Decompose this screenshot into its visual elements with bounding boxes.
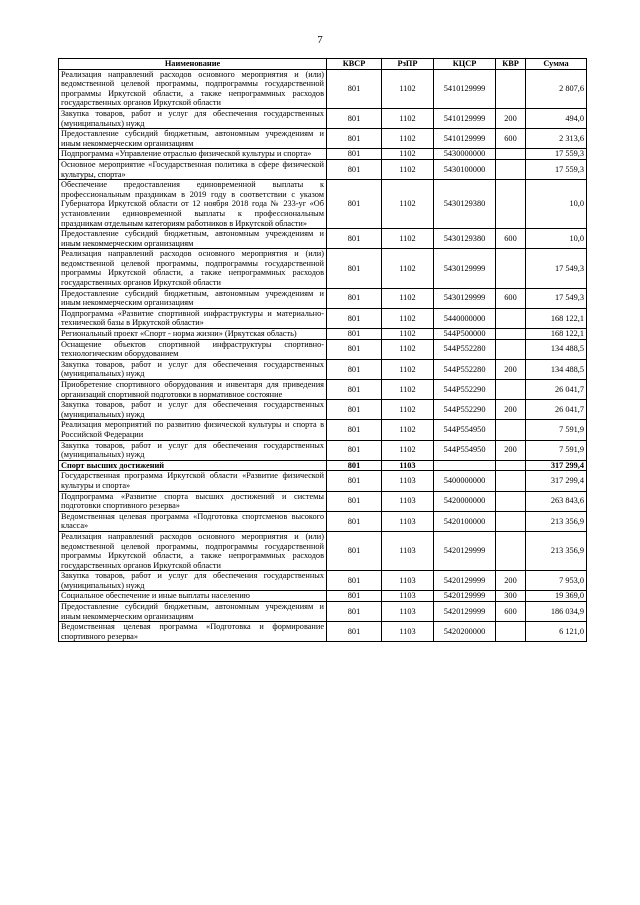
cell-kcsr: 5420129999 — [434, 571, 496, 591]
cell-name: Закупка товаров, работ и услуг для обеспечения государственных (муниципальных) нужд — [59, 440, 327, 460]
cell-kvsr: 801 — [327, 460, 382, 471]
cell-kvr: 600 — [496, 602, 526, 622]
cell-kvsr: 801 — [327, 491, 382, 511]
table-row — [59, 229, 587, 249]
cell-name: Оснащение объектов спортивной инфраструктуры спортивно-технологическим оборудованием — [59, 339, 327, 359]
cell-kcsr: 5420100000 — [434, 511, 496, 531]
cell-kvsr: 801 — [327, 531, 382, 570]
cell-rzpr: 1102 — [382, 159, 434, 179]
cell-kcsr: 5420129999 — [434, 531, 496, 570]
cell-sum: 168 122,1 — [526, 329, 587, 340]
cell-kcsr: 5420200000 — [434, 622, 496, 642]
cell-name: Социальное обеспечение и иные выплаты населению — [59, 591, 327, 602]
cell-kcsr: 544P552280 — [434, 359, 496, 379]
table-row — [59, 571, 587, 591]
cell-kcsr: 5420129999 — [434, 591, 496, 602]
cell-rzpr: 1102 — [382, 329, 434, 340]
cell-rzpr: 1102 — [382, 339, 434, 359]
cell-kvsr: 801 — [327, 571, 382, 591]
cell-sum: 134 488,5 — [526, 359, 587, 379]
cell-rzpr: 1103 — [382, 511, 434, 531]
table-row — [59, 359, 587, 379]
cell-sum: 10,0 — [526, 229, 587, 249]
cell-name: Предоставление субсидий бюджетным, автономным учреждениям и иным некоммерческим организациям — [59, 229, 327, 249]
cell-kcsr: 5430000000 — [434, 149, 496, 160]
table-row — [59, 108, 587, 128]
table-row — [59, 602, 587, 622]
cell-sum: 317 299,4 — [526, 460, 587, 471]
header-kvsr: КВСР — [327, 59, 382, 70]
cell-name: Государственная программа Иркутской области «Развитие физической культуры и спорта» — [59, 471, 327, 491]
cell-kvr: 200 — [496, 440, 526, 460]
cell-rzpr: 1103 — [382, 491, 434, 511]
cell-kvsr: 801 — [327, 249, 382, 288]
cell-rzpr: 1102 — [382, 108, 434, 128]
table-row — [59, 329, 587, 340]
table-row — [59, 149, 587, 160]
cell-kvr — [496, 329, 526, 340]
table-row — [59, 308, 587, 328]
table-row — [59, 339, 587, 359]
cell-kcsr: 544P552280 — [434, 339, 496, 359]
cell-kvr: 200 — [496, 108, 526, 128]
cell-kcsr — [434, 460, 496, 471]
cell-kvr: 200 — [496, 359, 526, 379]
cell-kcsr: 5430129380 — [434, 180, 496, 229]
cell-rzpr: 1102 — [382, 288, 434, 308]
cell-rzpr: 1102 — [382, 229, 434, 249]
cell-kvr — [496, 69, 526, 108]
cell-kvr — [496, 511, 526, 531]
cell-kvsr: 801 — [327, 511, 382, 531]
cell-kcsr: 5430129999 — [434, 288, 496, 308]
cell-rzpr: 1102 — [382, 180, 434, 229]
cell-sum: 17 549,3 — [526, 249, 587, 288]
cell-rzpr: 1103 — [382, 471, 434, 491]
cell-name: Реализация мероприятий по развитию физической культуры и спорта в Российской Федерации — [59, 420, 327, 440]
cell-name: Предоставление субсидий бюджетным, автономным учреждениям и иным некоммерческим организациям — [59, 288, 327, 308]
cell-sum: 186 034,9 — [526, 602, 587, 622]
cell-rzpr: 1102 — [382, 129, 434, 149]
cell-kvsr: 801 — [327, 180, 382, 229]
cell-kvsr: 801 — [327, 69, 382, 108]
cell-name: Основное мероприятие «Государственная политика в сфере физической культуры, спорта» — [59, 159, 327, 179]
cell-name: Ведомственная целевая программа «Подготовка спортсменов высокого класса» — [59, 511, 327, 531]
cell-rzpr: 1103 — [382, 622, 434, 642]
cell-rzpr: 1102 — [382, 400, 434, 420]
table-row — [59, 249, 587, 288]
cell-name: Региональный проект «Спорт - норма жизни» (Иркутская область) — [59, 329, 327, 340]
table-header-row — [59, 59, 587, 70]
cell-name: Обеспечение предоставления единовременной выплаты к профессиональным праздникам в 2019 году в соответствии с указом Губернатора Иркутской области от 12 ноября 2018 года № 233-уг «Об установлении единовременной выплаты к профессиональным праздникам отдельным категориям работников в Иркутской области» — [59, 180, 327, 229]
cell-rzpr: 1103 — [382, 591, 434, 602]
cell-kvsr: 801 — [327, 108, 382, 128]
cell-name: Реализация направлений расходов основного мероприятия и (или) ведомственной целевой программы, подпрограммы государственной программы Иркутской области, а также непрограммных расходов государственных органов Иркутской области — [59, 531, 327, 570]
cell-kvr: 300 — [496, 591, 526, 602]
cell-sum: 26 041,7 — [526, 380, 587, 400]
cell-kvr — [496, 249, 526, 288]
cell-kvsr: 801 — [327, 149, 382, 160]
cell-kvsr: 801 — [327, 440, 382, 460]
table-row — [59, 460, 587, 471]
cell-kvr — [496, 339, 526, 359]
cell-sum: 26 041,7 — [526, 400, 587, 420]
cell-kvr — [496, 531, 526, 570]
cell-kcsr: 544P552290 — [434, 380, 496, 400]
cell-kcsr: 5410129999 — [434, 129, 496, 149]
table-row — [59, 420, 587, 440]
cell-kvsr: 801 — [327, 591, 382, 602]
cell-name: Реализация направлений расходов основного мероприятия и (или) ведомственной целевой программы, подпрограммы государственной программы Иркутской области, а также непрограммных расходов государственных органов Иркутской области — [59, 249, 327, 288]
cell-sum: 2 313,6 — [526, 129, 587, 149]
cell-sum: 317 299,4 — [526, 471, 587, 491]
table-row — [59, 622, 587, 642]
cell-kcsr: 5440000000 — [434, 308, 496, 328]
cell-name: Подпрограмма «Развитие спортивной инфраструктуры и материально- технической базы в Иркутской области» — [59, 308, 327, 328]
cell-name: Предоставление субсидий бюджетным, автономным учреждениям и иным некоммерческим организациям — [59, 602, 327, 622]
table-row — [59, 159, 587, 179]
cell-kvsr: 801 — [327, 400, 382, 420]
cell-rzpr: 1102 — [382, 69, 434, 108]
cell-kvsr: 801 — [327, 288, 382, 308]
header-name: Наименование — [59, 59, 327, 70]
cell-sum: 10,0 — [526, 180, 587, 229]
cell-kvr — [496, 159, 526, 179]
cell-rzpr: 1103 — [382, 460, 434, 471]
header-kvr: КВР — [496, 59, 526, 70]
page-number: 7 — [317, 34, 323, 46]
cell-sum: 213 356,9 — [526, 511, 587, 531]
cell-rzpr: 1102 — [382, 359, 434, 379]
cell-kvr — [496, 308, 526, 328]
cell-kvr — [496, 420, 526, 440]
cell-name: Ведомственная целевая программа «Подготовка и формирование спортивного резерва» — [59, 622, 327, 642]
cell-kvsr: 801 — [327, 359, 382, 379]
cell-kvsr: 801 — [327, 339, 382, 359]
table-row — [59, 511, 587, 531]
cell-rzpr: 1102 — [382, 380, 434, 400]
cell-name: Предоставление субсидий бюджетным, автономным учреждениям и иным некоммерческим организациям — [59, 129, 327, 149]
cell-name: Реализация направлений расходов основного мероприятия и (или) ведомственной целевой программы, подпрограммы государственной программы Иркутской области, а также непрограммных расходов государственных органов Иркутской области — [59, 69, 327, 108]
cell-kvr: 200 — [496, 400, 526, 420]
cell-kvsr: 801 — [327, 308, 382, 328]
cell-sum: 7 591,9 — [526, 440, 587, 460]
cell-kvr — [496, 471, 526, 491]
cell-kcsr: 5400000000 — [434, 471, 496, 491]
cell-kvr: 600 — [496, 288, 526, 308]
cell-kcsr: 5430100000 — [434, 159, 496, 179]
cell-kcsr: 544P500000 — [434, 329, 496, 340]
cell-sum: 7 591,9 — [526, 420, 587, 440]
cell-sum: 7 953,0 — [526, 571, 587, 591]
cell-kvsr: 801 — [327, 420, 382, 440]
cell-kcsr: 544P554950 — [434, 440, 496, 460]
cell-rzpr: 1103 — [382, 571, 434, 591]
table-row — [59, 531, 587, 570]
header-kcsr: КЦСР — [434, 59, 496, 70]
cell-kvr — [496, 460, 526, 471]
cell-sum: 6 121,0 — [526, 622, 587, 642]
cell-kvr — [496, 622, 526, 642]
cell-name: Подпрограмма «Развитие спорта высших достижений и системы подготовки спортивного резерва» — [59, 491, 327, 511]
cell-kvr — [496, 380, 526, 400]
cell-kvsr: 801 — [327, 380, 382, 400]
table-row — [59, 591, 587, 602]
cell-name: Закупка товаров, работ и услуг для обеспечения государственных (муниципальных) нужд — [59, 108, 327, 128]
table-row — [59, 400, 587, 420]
cell-kvsr: 801 — [327, 622, 382, 642]
cell-rzpr: 1103 — [382, 602, 434, 622]
cell-kvsr: 801 — [327, 159, 382, 179]
cell-kvr — [496, 149, 526, 160]
cell-rzpr: 1102 — [382, 420, 434, 440]
cell-kcsr: 5410129999 — [434, 69, 496, 108]
table-row — [59, 380, 587, 400]
cell-sum: 17 559,3 — [526, 149, 587, 160]
cell-kvr — [496, 180, 526, 229]
cell-kvsr: 801 — [327, 329, 382, 340]
table-row — [59, 471, 587, 491]
cell-name: Спорт высших достижений — [59, 460, 327, 471]
cell-kcsr: 5430129999 — [434, 249, 496, 288]
cell-kvr — [496, 491, 526, 511]
cell-sum: 17 559,3 — [526, 159, 587, 179]
cell-rzpr: 1102 — [382, 440, 434, 460]
cell-kvr: 600 — [496, 229, 526, 249]
cell-name: Подпрограмма «Управление отраслью физической культуры и спорта» — [59, 149, 327, 160]
cell-rzpr: 1102 — [382, 149, 434, 160]
cell-kcsr: 5430129380 — [434, 229, 496, 249]
cell-kvr: 600 — [496, 129, 526, 149]
cell-kcsr: 5420129999 — [434, 602, 496, 622]
table-row — [59, 129, 587, 149]
header-rzpr: РзПР — [382, 59, 434, 70]
cell-name: Закупка товаров, работ и услуг для обеспечения государственных (муниципальных) нужд — [59, 571, 327, 591]
cell-kcsr: 544P554950 — [434, 420, 496, 440]
cell-sum: 2 807,6 — [526, 69, 587, 108]
cell-kcsr: 544P552290 — [434, 400, 496, 420]
cell-sum: 17 549,3 — [526, 288, 587, 308]
cell-rzpr: 1102 — [382, 249, 434, 288]
cell-sum: 263 843,6 — [526, 491, 587, 511]
cell-kcsr: 5410129999 — [434, 108, 496, 128]
cell-kvsr: 801 — [327, 471, 382, 491]
cell-rzpr: 1103 — [382, 531, 434, 570]
cell-kvr: 200 — [496, 571, 526, 591]
cell-kvsr: 801 — [327, 602, 382, 622]
cell-sum: 494,0 — [526, 108, 587, 128]
table-row — [59, 491, 587, 511]
header-sum: Сумма — [526, 59, 587, 70]
cell-name: Закупка товаров, работ и услуг для обеспечения государственных (муниципальных) нужд — [59, 400, 327, 420]
cell-kcsr: 5420000000 — [434, 491, 496, 511]
table-row — [59, 180, 587, 229]
cell-rzpr: 1102 — [382, 308, 434, 328]
cell-name: Закупка товаров, работ и услуг для обеспечения государственных (муниципальных) нужд — [59, 359, 327, 379]
cell-name: Приобретение спортивного оборудования и инвентаря для приведения организаций спортивной подготовки в нормативное состояние — [59, 380, 327, 400]
table-body — [59, 69, 587, 642]
table-row — [59, 440, 587, 460]
budget-table — [58, 58, 587, 642]
cell-sum: 19 369,0 — [526, 591, 587, 602]
cell-kvsr: 801 — [327, 229, 382, 249]
table-row — [59, 288, 587, 308]
table-row — [59, 69, 587, 108]
cell-kvsr: 801 — [327, 129, 382, 149]
cell-sum: 168 122,1 — [526, 308, 587, 328]
cell-sum: 213 356,9 — [526, 531, 587, 570]
cell-sum: 134 488,5 — [526, 339, 587, 359]
